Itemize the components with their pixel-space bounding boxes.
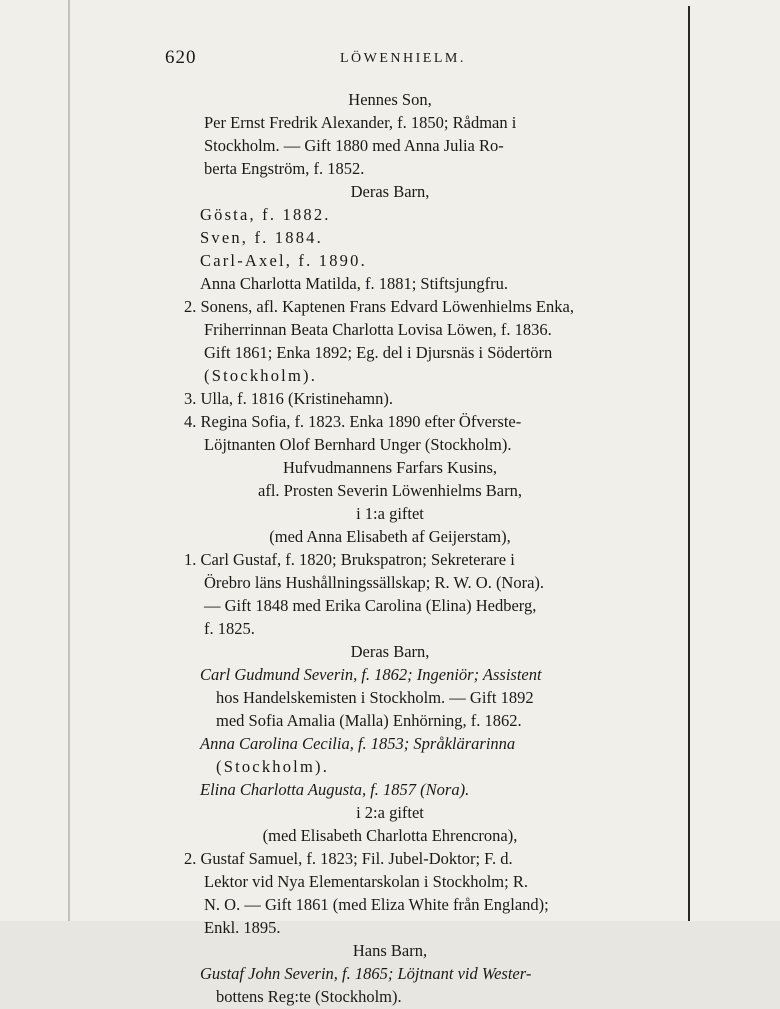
marriage-heading: i 1:a giftet <box>356 504 424 523</box>
text-line: Stockholm. — Gift 1880 med Anna Julia Ro- <box>204 136 504 155</box>
child-entry: Gösta, f. 1882. <box>200 205 331 224</box>
text-line: Gift 1861; Enka 1892; Eg. del i Djursnäs i Södertörn <box>204 343 553 362</box>
child-entry: Anna Carolina Cecilia, f. 1853; Språklärarinna <box>200 734 516 753</box>
text-line: (Stockholm). <box>216 757 330 776</box>
marriage-spouse: (med Elisabeth Charlotta Ehrencrona), <box>262 826 518 845</box>
section-heading: Hans Barn, <box>352 941 428 960</box>
child-entry: Gustaf John Severin, f. 1865; Löjtnant vid Wester- <box>200 964 532 983</box>
page-number: 620 <box>165 47 197 68</box>
text-line: Örebro läns Hushållningssällskap; R. W. O. (Nora). <box>204 573 545 592</box>
text-line: f. 1825. <box>204 619 255 638</box>
marriage-spouse: (med Anna Elisabeth af Geijerstam), <box>269 527 511 546</box>
numbered-entry: 1. Carl Gustaf, f. 1820; Brukspatron; Sekreterare i <box>184 550 515 569</box>
text-line: — Gift 1848 med Erika Carolina (Elina) Hedberg, <box>204 596 537 615</box>
section-heading: Deras Barn, <box>350 182 430 201</box>
text-line: Per Ernst Fredrik Alexander, f. 1850; Rådman i <box>204 113 517 132</box>
text-line: (Stockholm). <box>204 366 318 385</box>
text-line: Enkl. 1895. <box>204 918 281 937</box>
numbered-entry: 4. Regina Sofia, f. 1823. Enka 1890 efter Öfverste- <box>184 412 522 431</box>
section-heading: Hennes Son, <box>348 90 432 109</box>
marriage-heading: i 2:a giftet <box>356 803 424 822</box>
section-heading: Hufvudmannens Farfars Kusins, <box>282 458 497 477</box>
text-line: hos Handelskemisten i Stockholm. — Gift 1892 <box>216 688 534 707</box>
child-entry: Anna Charlotta Matilda, f. 1881; Stiftsjungfru. <box>200 274 508 293</box>
section-heading: afl. Prosten Severin Löwenhielms Barn, <box>258 481 522 500</box>
child-entry: Sven, f. 1884. <box>200 228 323 247</box>
text-line: Lektor vid Nya Elementarskolan i Stockholm; R. <box>204 872 528 891</box>
text-line: Friherrinnan Beata Charlotta Lovisa Löwen, f. 1836. <box>204 320 552 339</box>
text-line: med Sofia Amalia (Malla) Enhörning, f. 1862. <box>216 711 522 730</box>
child-entry: Carl-Axel, f. 1890. <box>200 251 367 270</box>
text-line: bottens Reg:te (Stockholm). <box>216 987 402 1006</box>
numbered-entry: 3. Ulla, f. 1816 (Kristinehamn). <box>184 389 393 408</box>
section-heading: Deras Barn, <box>350 642 430 661</box>
child-entry: Carl Gudmund Severin, f. 1862; Ingeniör; Assistent <box>200 665 542 684</box>
child-entry: Elina Charlotta Augusta, f. 1857 (Nora). <box>200 780 470 799</box>
text-line: berta Engström, f. 1852. <box>204 159 365 178</box>
numbered-entry: 2. Sonens, afl. Kaptenen Frans Edvard Löwenhielms Enka, <box>184 297 574 316</box>
text-line: N. O. — Gift 1861 (med Eliza White från England); <box>204 895 549 914</box>
page-header <box>0 47 780 73</box>
numbered-entry: 2. Gustaf Samuel, f. 1823; Fil. Jubel-Doktor; F. d. <box>184 849 513 868</box>
text-line: Löjtnanten Olof Bernhard Unger (Stockholm). <box>204 435 512 454</box>
running-head: LÖWENHIELM. <box>340 51 466 66</box>
